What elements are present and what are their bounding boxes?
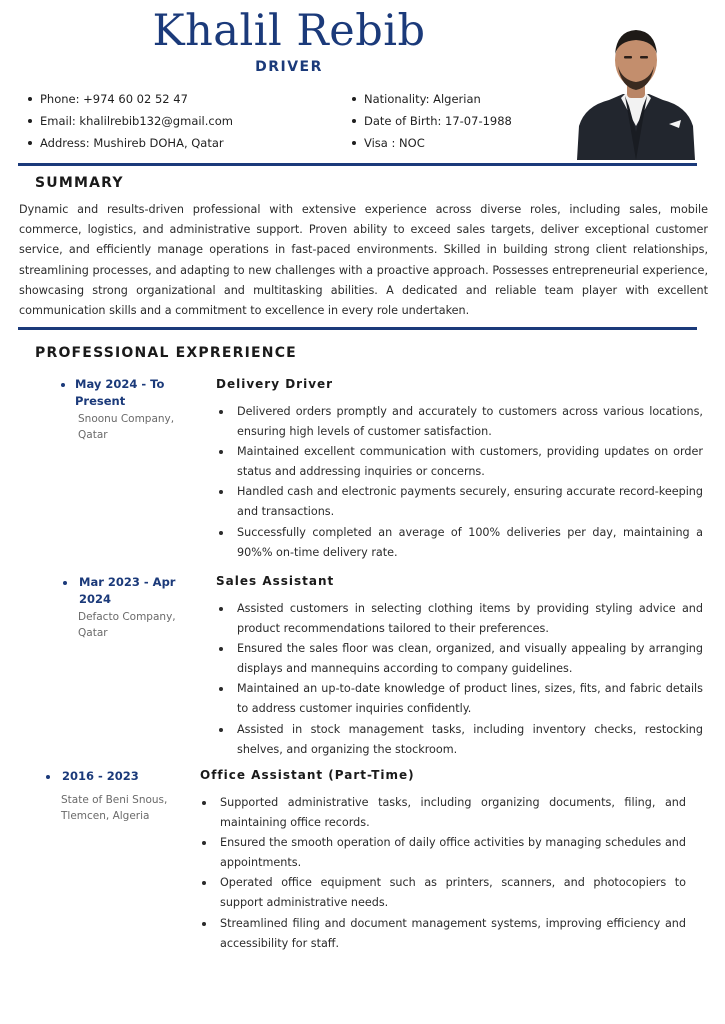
job-date — [75, 376, 195, 410]
job-company: Defacto Company, Qatar — [78, 611, 176, 639]
job-date-text: 2016 - 2023 — [62, 769, 139, 783]
job-bullet: Successfully completed an average of 100% deliveries per day, maintaining a 90%% on-time delivery rate. — [216, 523, 703, 563]
job-bullet: Handled cash and electronic payments securely, ensuring accurate record-keeping and transactions. — [216, 482, 703, 522]
contact-phone: Phone: +974 60 02 52 47 — [26, 91, 233, 113]
experience-heading: PROFESSIONAL EXPRERIENCE — [35, 345, 297, 361]
contact-email: Email: khalilrebib132@gmail.com — [26, 113, 233, 135]
contact-visa: Visa : NOC — [350, 135, 512, 157]
bullet-dot — [63, 581, 67, 585]
job-bullet: Supported administrative tasks, including organizing documents, filing, and maintaining office records. — [199, 793, 686, 833]
job-title: Sales Assistant — [216, 574, 335, 588]
job-company: State of Beni Snous, Tlemcen, Algeria — [61, 794, 168, 822]
job-title: Delivery Driver — [216, 377, 334, 391]
job-bullet: Maintained excellent communication with customers, providing updates on order status and addressing inquiries or concerns. — [216, 442, 703, 482]
summary-text: Dynamic and results-driven professional with extensive experience across diverse roles, including sales, mobile commerce, logistics, and administrative support. Proven ability to exceed sales targets, deliver exceptional customer service, and efficiently manage operations in fast-paced environments. Skilled in building strong client relationships, streamlining processes, and adapting to new challenges with a proactive approach. Possesses entrepreneurial experience, showcasing strong organizational and multitasking abilities. A dedicated and reliable team player with excellent communication skills and a commitment to excellence in every role undertaken. — [19, 203, 708, 318]
job-bullet: Ensured the smooth operation of daily office activities by managing schedules and appointments. — [199, 833, 686, 873]
job-bullet: Operated office equipment such as printers, scanners, and photocopiers to support administrative needs. — [199, 873, 686, 913]
bullet-dot — [61, 383, 65, 387]
job-bullet-list — [216, 402, 703, 563]
job-bullet: Streamlined filing and document management systems, improving efficiency and accessibility for staff. — [199, 914, 686, 954]
job-bullet: Maintained an up-to-date knowledge of product lines, sizes, fits, and fabric details to address customer inquiries confidently. — [216, 679, 703, 719]
bullet-dot — [46, 775, 50, 779]
contact-list-left — [26, 91, 233, 157]
header-divider — [18, 163, 697, 166]
summary-heading: SUMMARY — [35, 175, 124, 191]
job-title: Office Assistant (Part-Time) — [200, 768, 415, 782]
job-company: Snoonu Company, Qatar — [78, 413, 175, 441]
job-bullet: Assisted customers in selecting clothing items by providing styling advice and product recommendations tailored to their preferences. — [216, 599, 703, 639]
job-date-text: May 2024 - To Present — [75, 377, 165, 408]
summary-divider — [18, 327, 697, 330]
job-bullet-list — [216, 599, 703, 760]
job-date-text: Mar 2023 - Apr 2024 — [79, 575, 176, 606]
candidate-name: Khalil Rebib — [152, 6, 426, 56]
contact-address: Address: Mushireb DOHA, Qatar — [26, 135, 233, 157]
contact-nationality: Nationality: Algerian — [350, 91, 512, 113]
job-bullet: Assisted in stock management tasks, including inventory checks, restocking shelves, and organizing the stockroom. — [216, 720, 703, 760]
job-bullet-list — [199, 793, 686, 954]
job-bullet: Ensured the sales floor was clean, organized, and visually appealing by arranging displays and mannequins according to company guidelines. — [216, 639, 703, 679]
job-role: DRIVER — [255, 59, 323, 75]
job-bullet: Delivered orders promptly and accurately to customers across various locations, ensuring high levels of customer satisfaction. — [216, 402, 703, 442]
profile-photo — [577, 14, 695, 160]
job-date — [79, 574, 204, 608]
job-date — [62, 768, 172, 785]
profile-photo-graphic — [577, 14, 695, 160]
contact-list-right — [350, 91, 512, 157]
contact-dob: Date of Birth: 17-07-1988 — [350, 113, 512, 135]
